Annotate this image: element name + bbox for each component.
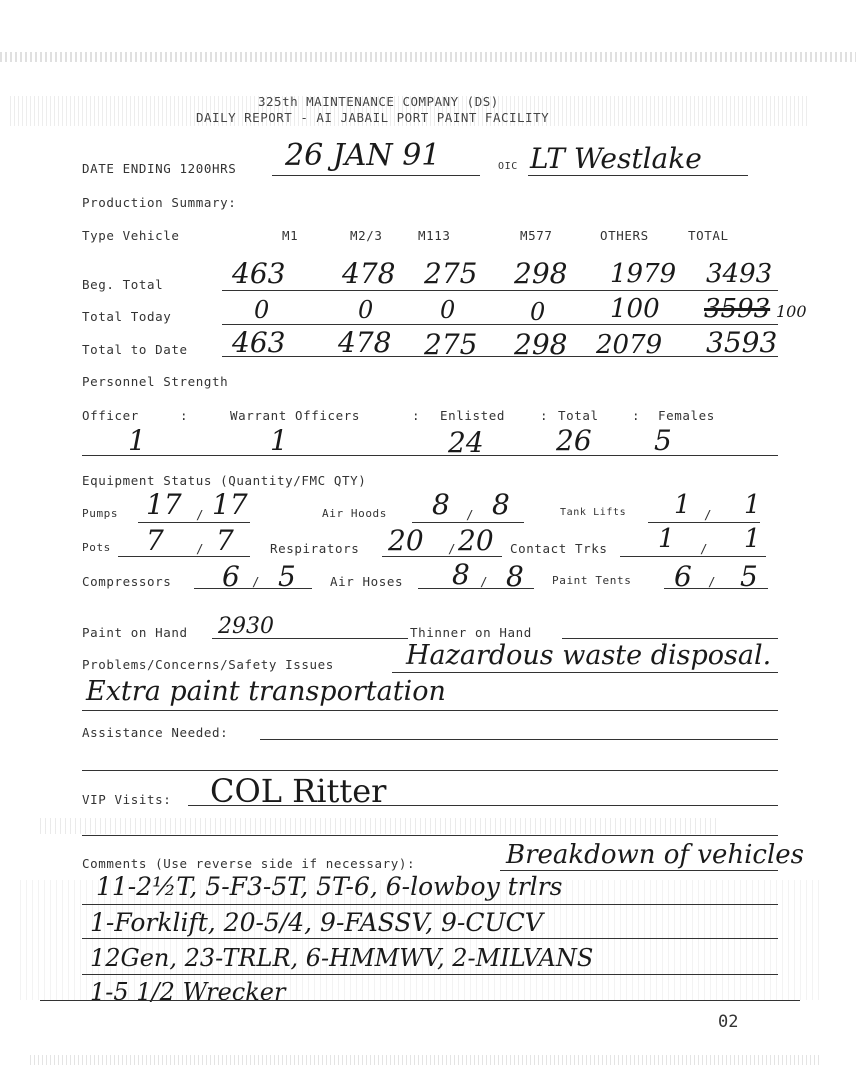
beg-m577: 298 [514, 257, 568, 290]
equip-compressors-qty: 6 [222, 560, 240, 593]
scan-noise-top [0, 52, 856, 62]
thinner-label: Thinner on Hand [410, 625, 532, 640]
equip-air-hoods-fmc: 8 [492, 488, 510, 521]
col-m1: M1 [282, 228, 299, 243]
col-m577: M577 [520, 228, 553, 243]
date-line [272, 175, 480, 176]
paint-on-hand-line [212, 638, 408, 639]
personnel-total: 26 [556, 424, 592, 457]
todate-m113: 275 [424, 328, 478, 361]
personnel-dividers: : [180, 408, 189, 423]
equip-air-hoses-qty: 8 [452, 558, 470, 591]
todate-m577: 298 [514, 328, 568, 361]
equip-line [194, 588, 312, 589]
personnel-line [82, 455, 778, 456]
comments-rule-5 [40, 1000, 800, 1001]
comments-line2: 11-2½T, 5-F3-5T, 5T-6, 6-lowboy trlrs [96, 872, 563, 901]
equip-label-pots: Pots [82, 541, 111, 554]
equip-label-contact-trks: Contact Trks [510, 541, 608, 556]
vip-value: COL Ritter [210, 772, 387, 810]
equip-compressors-fmc: 5 [278, 560, 296, 593]
equip-tank-lifts-qty: 1 [674, 490, 691, 520]
equip-paint-tents-qty: 6 [674, 560, 692, 593]
equip-slash: / [480, 574, 489, 589]
comments-rule-3 [82, 938, 778, 939]
beg-m113: 275 [424, 257, 478, 290]
equip-slash: / [196, 507, 205, 522]
date-label: DATE ENDING 1200HRS [82, 161, 237, 176]
vip-line-2 [82, 835, 778, 836]
assistance-label: Assistance Needed: [82, 725, 229, 740]
col-m113: M113 [418, 228, 451, 243]
equip-respirators-qty: 20 [388, 524, 424, 557]
todate-total: 3593 [706, 326, 778, 359]
equip-label-pumps: Pumps [82, 507, 119, 520]
personnel-label-females: Females [658, 408, 715, 423]
problems-line2: Extra paint transportation [86, 676, 446, 707]
col-others: OTHERS [600, 228, 649, 243]
comments-line5: 1-5 1/2 Wrecker [90, 978, 286, 1006]
oic-value: LT Westlake [530, 142, 702, 175]
page-number: 02 [718, 1012, 739, 1032]
company-name: 325th MAINTENANCE COMPANY (DS) [258, 94, 499, 109]
equip-label-tank-lifts: Tank Lifts [560, 507, 627, 518]
today-m1: 0 [254, 296, 270, 324]
todate-m1: 463 [232, 326, 286, 359]
today-m23: 0 [358, 296, 374, 324]
row-line-beg-total [222, 290, 778, 291]
paint-on-hand-label: Paint on Hand [82, 625, 188, 640]
equip-line [620, 556, 766, 557]
equip-pumps-fmc: 17 [212, 488, 248, 521]
assistance-line [260, 739, 778, 740]
equip-line [138, 522, 250, 523]
row-line-total-to-date [222, 356, 778, 357]
equip-respirators-fmc: 20 [458, 524, 494, 557]
personnel-label-officer: Officer [82, 408, 139, 423]
col-m23: M2/3 [350, 228, 383, 243]
personnel-title: Personnel Strength [82, 374, 229, 389]
problems-line [392, 672, 778, 673]
row-label-beg-total: Beg. Total [82, 277, 164, 292]
col-total: TOTAL [688, 228, 729, 243]
equip-pots-fmc: 7 [216, 524, 234, 557]
equip-line [418, 588, 534, 589]
equip-contact-trks-qty: 1 [658, 524, 675, 554]
row-label-total-to-date: Total to Date [82, 342, 188, 357]
equip-slash: / [708, 574, 717, 589]
equip-label-paint-tents: Paint Tents [552, 574, 632, 587]
comments-label: Comments (Use reverse side if necessary): [82, 856, 416, 871]
today-m577: 0 [530, 298, 546, 326]
equip-paint-tents-fmc: 5 [740, 560, 758, 593]
date-value: 26 JAN 91 [285, 138, 441, 173]
comments-line1: Breakdown of vehicles [506, 840, 805, 870]
equip-pumps-qty: 17 [146, 488, 182, 521]
equip-label-compressors: Compressors [82, 574, 172, 589]
today-total-note: 100 [776, 302, 807, 321]
equip-air-hoods-qty: 8 [432, 488, 450, 521]
personnel-females: 5 [654, 424, 672, 457]
equip-air-hoses-fmc: 8 [506, 560, 524, 593]
scan-noise-mid [40, 818, 720, 834]
personnel-label-total: Total [558, 408, 599, 423]
scan-noise-bottom [30, 1055, 820, 1065]
today-total-struck: 3593 [704, 294, 771, 324]
production-title: Production Summary: [82, 195, 237, 210]
oic-line [528, 175, 748, 176]
problems-line1: Hazardous waste disposal. [406, 640, 772, 671]
vip-label: VIP Visits: [82, 792, 172, 807]
todate-others: 2079 [596, 330, 663, 360]
today-others: 100 [610, 294, 660, 324]
comments-rule-1 [500, 870, 778, 871]
paint-on-hand-value: 2930 [218, 614, 274, 639]
equip-pots-qty: 7 [146, 524, 164, 557]
equip-slash: / [700, 541, 709, 556]
problems-label: Problems/Concerns/Safety Issues [82, 657, 334, 672]
vip-line [188, 805, 778, 806]
beg-m23: 478 [342, 257, 396, 290]
comments-rule-2 [82, 904, 778, 905]
equip-line [382, 556, 502, 557]
equip-label-air-hoses: Air Hoses [330, 574, 404, 589]
comments-line3: 1-Forklift, 20-5/4, 9-FASSV, 9-CUCV [90, 908, 543, 937]
equip-slash: / [448, 541, 457, 556]
beg-others: 1979 [610, 259, 677, 289]
comments-rule-4 [82, 974, 778, 975]
personnel-label-warrant: Warrant Officers [230, 408, 361, 423]
personnel-warrant: 1 [270, 424, 288, 457]
type-vehicle-label: Type Vehicle [82, 228, 180, 243]
personnel-officer: 1 [128, 424, 146, 457]
personnel-label-enlisted: Enlisted [440, 408, 506, 423]
equip-slash: / [704, 507, 713, 522]
row-label-total-today: Total Today [82, 309, 172, 324]
row-line-total-today [222, 324, 778, 325]
equip-line [664, 588, 768, 589]
equip-slash: / [466, 507, 475, 522]
personnel-dividers: : [412, 408, 421, 423]
equipment-title: Equipment Status (Quantity/FMC QTY) [82, 473, 367, 488]
assistance-line-2 [82, 770, 778, 771]
personnel-dividers: : [540, 408, 549, 423]
equip-slash: / [252, 574, 261, 589]
equip-line [648, 522, 760, 523]
equip-line [118, 556, 250, 557]
equip-label-respirators: Respirators [270, 541, 360, 556]
beg-m1: 463 [232, 257, 286, 290]
oic-label: OIC [498, 161, 518, 172]
equip-contact-trks-fmc: 1 [744, 524, 761, 554]
equip-line [412, 522, 524, 523]
beg-total: 3493 [706, 259, 773, 289]
equip-slash: / [196, 541, 205, 556]
problems-line-2 [82, 710, 778, 711]
today-m113: 0 [440, 296, 456, 324]
personnel-dividers: : [632, 408, 641, 423]
comments-line4: 12Gen, 23-TRLR, 6-HMMWV, 2-MILVANS [90, 944, 594, 972]
thinner-line [562, 638, 778, 639]
equip-tank-lifts-fmc: 1 [744, 490, 761, 520]
todate-m23: 478 [338, 326, 392, 359]
equip-label-air-hoods: Air Hoods [322, 507, 388, 520]
personnel-enlisted: 24 [448, 426, 484, 459]
report-title: DAILY REPORT - AI JABAIL PORT PAINT FACILITY [196, 110, 550, 125]
